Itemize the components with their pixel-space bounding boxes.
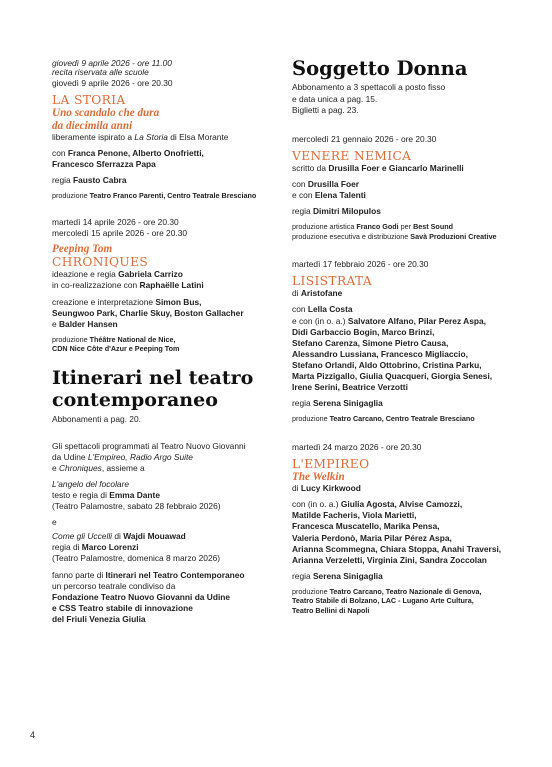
show-subtitle: Uno scandalo che dura: [52, 107, 160, 120]
label: di Elsa Morante: [167, 131, 229, 142]
author-name: Aristofane: [300, 288, 343, 299]
label: produzione: [292, 586, 330, 596]
conjunction: e: [52, 517, 57, 528]
label: e: [52, 318, 59, 329]
production-names: Théâtre National de Nice,: [89, 334, 176, 344]
paragraph-line: del Friuli Venezia Giulia: [52, 613, 146, 624]
cast-names: Stefano Carenza, Simone Pietro Causa,: [292, 337, 449, 348]
section-title: Soggetto Donna: [292, 57, 468, 80]
creation-names: [52, 319, 274, 330]
label: di: [292, 288, 301, 299]
author-name: Emma Dante: [109, 489, 160, 500]
paragraph-line: e CSS Teatro stabile di innovazione: [52, 602, 193, 613]
event-date: mercoledì 15 aprile 2026 - ore 20.30: [52, 227, 188, 238]
label: , assieme a: [101, 462, 145, 473]
event-date: mercoledì 21 gennaio 2026 - ore 20.30: [292, 133, 437, 144]
paragraph-line: Fondazione Teatro Nuovo Giovanni da Udine: [52, 591, 231, 602]
label: ideazione e regia: [52, 269, 119, 280]
event-venere-nemica: [292, 134, 514, 242]
author-name: Wajdi Mouawad: [123, 531, 186, 542]
director: [292, 206, 514, 217]
section-title: [52, 368, 274, 412]
show-title: CHRONIQUES: [52, 255, 149, 270]
director-name: Marco Lorenzi: [81, 542, 139, 553]
label: in co-realizzazione con: [52, 280, 140, 291]
show-venue: (Teatro Palamostre, domenica 8 marzo 2026): [52, 553, 221, 564]
cast-names: Arianna Verzeletti, Virginia Zini, Sandra Zoccolan: [292, 554, 487, 565]
event-date: martedì 24 marzo 2026 - ore 20.30: [292, 441, 422, 452]
paragraph-line: e data unica a pag. 15.: [292, 93, 378, 104]
cast-names: Giulia Agosta, Alvise Camozzi,: [340, 499, 463, 510]
production: [52, 191, 274, 201]
book-title: La Storia: [134, 131, 168, 142]
production-names: Teatro Carcano, Teatro Nazionale di Genova,: [329, 586, 482, 596]
show-title: L'EMPIREO: [292, 456, 370, 471]
production: [292, 587, 514, 597]
co-realization: [52, 280, 274, 291]
paragraph-line: [52, 463, 274, 474]
label: regia: [292, 206, 313, 217]
cast-names: Francesca Muscatello, Marika Pensa,: [292, 521, 440, 532]
director-name: Serena Sinigaglia: [312, 398, 383, 409]
paragraph-line: un percorso teatrale condiviso da: [52, 580, 176, 591]
director: [292, 571, 514, 582]
cast-names: Stefano Orlandi, Aldo Ottobrino, Cristina Parku,: [292, 359, 482, 370]
label: produzione: [292, 414, 330, 424]
cast: [292, 316, 514, 327]
cast-names: Matilde Facheris, Viola Marietti,: [292, 510, 417, 521]
creation-names: Seungwoo Park, Charlie Skuy, Boston Gallacher: [52, 307, 244, 318]
production: [52, 335, 274, 345]
production-names: Teatro Stabile di Bolzano, LAC - Lugano Arte Cultura,: [292, 596, 474, 606]
cast: [292, 190, 514, 201]
show-names: L'Empireo, Radio Argo Suite: [87, 451, 193, 462]
event-l-empireo: [292, 442, 514, 616]
director: [52, 175, 274, 186]
production-name: Savà Produzioni Creative: [410, 231, 497, 241]
creation-names: Simon Bus,: [155, 296, 202, 307]
production-names: CDN Nice Côte d'Azur e Peeping Tom: [52, 344, 180, 354]
event-lisistrata: [292, 259, 514, 424]
event-la-storia: [52, 58, 274, 201]
label: con: [292, 304, 308, 315]
label: con: [292, 178, 308, 189]
label: produzione: [52, 191, 90, 201]
production-name: Best Sound: [413, 222, 453, 232]
paragraph-line: Biglietti a pag. 23.: [292, 104, 359, 115]
label: da Udine: [52, 451, 88, 462]
show-source: [52, 132, 274, 143]
cast: [292, 179, 514, 190]
cast-names: Valeria Perdonò, Maria Pilar Pérez Aspa,: [292, 532, 452, 543]
subscription-note: Abbonamenti a pag. 20.: [52, 413, 141, 424]
label: produzione artistica: [292, 222, 357, 232]
section-itinerari: [52, 368, 274, 625]
author-name: Drusilla Foer e Giancarlo Marinelli: [328, 162, 464, 173]
idea-name: Gabriela Carrizo: [118, 269, 183, 280]
cast-names: Marta Pizzigallo, Giulia Quacqueri, Giorgia Senesi,: [292, 370, 493, 381]
cast-names: Didi Garbaccio Bogin, Marco Brinzi,: [292, 326, 435, 337]
section-title-line: contemporaneo: [52, 388, 218, 411]
event-date: martedì 14 aprile 2026 - ore 20.30: [52, 216, 179, 227]
label: per: [398, 222, 414, 232]
label: regia: [292, 570, 313, 581]
production-name: Franco Godi: [356, 222, 399, 232]
paragraph-line: Abbonamento a 3 spettacoli a posto fisso: [292, 82, 446, 93]
production: [292, 414, 514, 424]
label: regia: [52, 175, 73, 186]
itinerari-text: [52, 441, 274, 625]
show-line: [52, 531, 274, 542]
cast-names: Franca Penone, Alberto Onofrietti,: [67, 148, 204, 159]
label: regia: [292, 398, 313, 409]
show-director: [52, 542, 274, 553]
right-column: [292, 58, 514, 626]
cast: [292, 304, 514, 315]
left-column: [52, 58, 274, 636]
cast: [52, 148, 274, 159]
cast-names: Alessandro Lussiana, Francesco Migliaccio,: [292, 348, 468, 359]
director-name: Serena Sinigaglia: [312, 570, 383, 581]
event-date: giovedì 9 aprile 2026 - ore 20.30: [52, 78, 173, 89]
cast-names: Arianna Scommegna, Chiara Stoppa, Anahi Traversi,: [292, 543, 502, 554]
label: liberamente ispirato a: [52, 131, 135, 142]
program-name: Itinerari nel Teatro Contemporaneo: [105, 569, 245, 580]
label: testo e regia di: [52, 489, 110, 500]
production-names: Teatro Carcano, Centro Teatrale Bresciano: [329, 414, 475, 424]
label: e: [52, 462, 59, 473]
label: produzione: [52, 334, 90, 344]
label: di: [292, 483, 301, 494]
director-name: Fausto Cabra: [72, 175, 127, 186]
paragraph-line: [52, 570, 274, 581]
production: [292, 232, 514, 242]
production: [292, 222, 514, 232]
director: [292, 398, 514, 409]
show-title: LISISTRATA: [292, 274, 373, 289]
production-names: Teatro Franco Parenti, Centro Teatrale Bresciano: [89, 191, 257, 201]
show-venue: (Teatro Palamostre, sabato 28 febbraio 2026): [52, 501, 221, 512]
event-chroniques: [52, 217, 274, 354]
label: e con (in o. a.): [292, 315, 348, 326]
show-author: [292, 288, 514, 299]
show-title: Come gli Uccelli: [52, 531, 113, 542]
cast-names: Lella Costa: [307, 304, 353, 315]
section-title-line: Itinerari nel teatro: [52, 366, 254, 389]
show-author: [292, 163, 514, 174]
cast-names: Francesco Sferrazza Papa: [52, 159, 156, 170]
event-date-note: recita riservata alle scuole: [52, 67, 149, 78]
show-title: L'angelo del focolare: [52, 478, 130, 489]
paragraph-line: [52, 452, 274, 463]
creation: [52, 297, 274, 308]
cast-names: Salvatore Alfano, Pilar Perez Aspa,: [347, 315, 486, 326]
show-title: VENERE NEMICA: [292, 148, 412, 163]
label: con: [52, 148, 68, 159]
show-subtitle: Peeping Tom: [52, 243, 113, 255]
author-name: Lucy Kirkwood: [300, 483, 361, 494]
label: creazione e interpretazione: [52, 296, 156, 307]
label: e con: [292, 190, 315, 201]
show-author: [52, 490, 274, 501]
event-date: martedì 17 febbraio 2026 - ore 20.30: [292, 259, 429, 270]
director-name: Dimitri Milopulos: [312, 206, 381, 217]
show-subtitle: The Welkin: [292, 470, 345, 483]
section-soggetto-donna: [292, 58, 514, 116]
show-name: Chroniques: [59, 462, 102, 473]
cast-names: Elena Talenti: [314, 190, 366, 201]
cast-names: Drusilla Foer: [307, 178, 360, 189]
label: di: [112, 531, 124, 542]
co-realization-name: Raphaëlle Latini: [139, 280, 204, 291]
label: regia di: [52, 542, 82, 553]
production-names: Teatro Bellini di Napoli: [292, 605, 370, 615]
idea: [52, 269, 274, 280]
label: con (in o. a.): [292, 499, 341, 510]
cast-names: Irene Serini, Beatrice Verzotti: [292, 382, 408, 393]
show-author: [292, 483, 514, 494]
label: scritto da: [292, 162, 329, 173]
label: produzione esecutiva e distribuzione: [292, 231, 411, 241]
page-number: 4: [30, 730, 36, 740]
show-title: LA STORIA: [52, 93, 126, 108]
cast: [292, 499, 514, 510]
creation-name: Balder Hansen: [59, 318, 118, 329]
label: fanno parte di: [52, 569, 106, 580]
show-subtitle: da diecimila anni: [52, 119, 133, 132]
paragraph-line: Gli spettacoli programmati al Teatro Nuovo Giovanni: [52, 440, 246, 451]
event-date: giovedì 9 aprile 2026 - ore 11.00: [52, 58, 172, 68]
